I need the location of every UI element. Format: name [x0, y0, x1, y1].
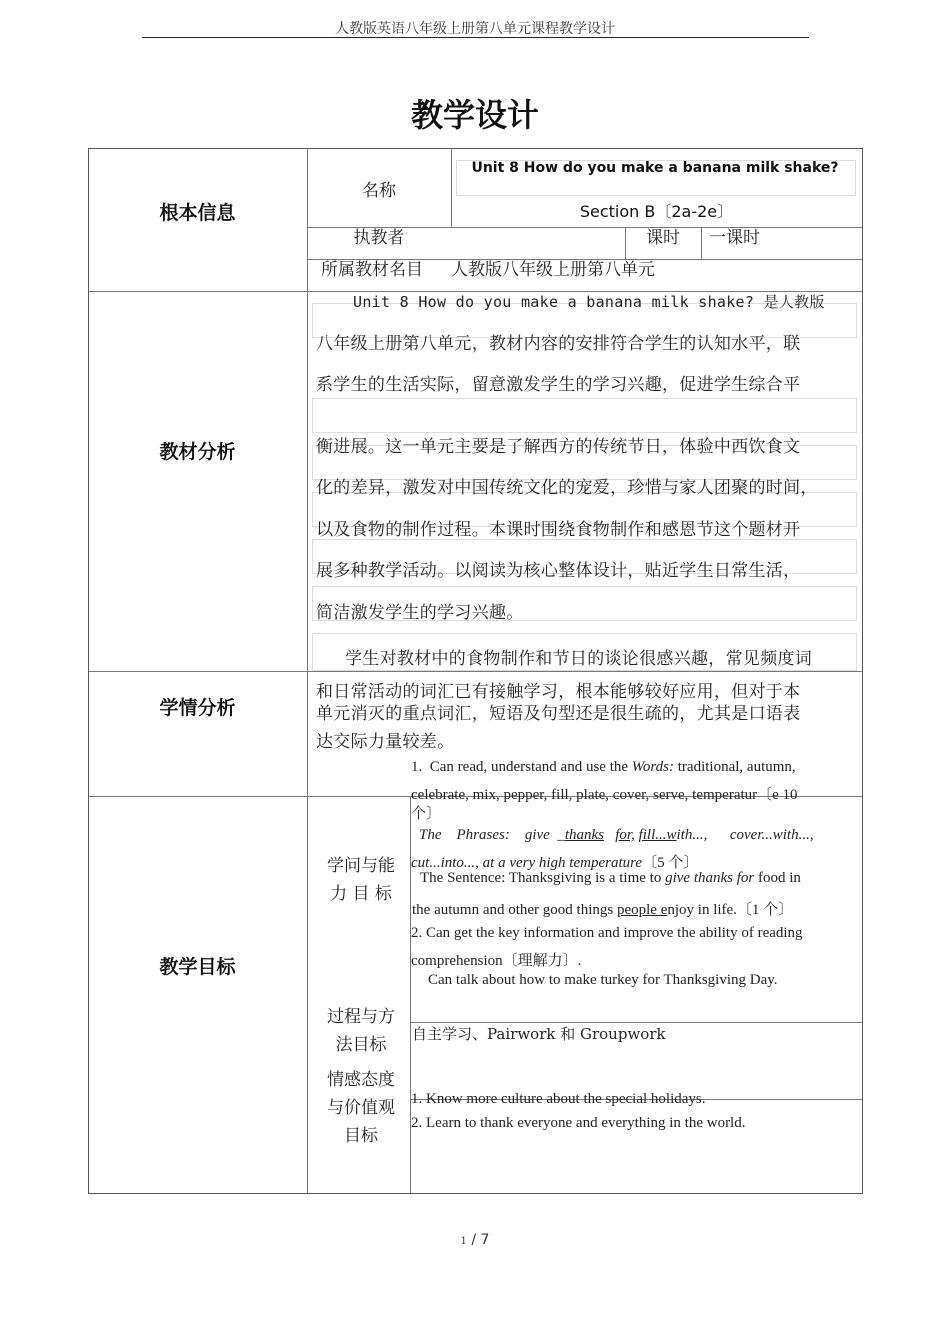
- material-line: 八年级上册第八单元，教材内容的安排符合学生的认知水平，联: [316, 333, 801, 354]
- material-line: 展多种教学活动。以阅读为核心整体设计，贴近学生日常生活，: [316, 561, 801, 581]
- course-section: Section B〔2a-2e〕: [579, 202, 734, 221]
- material-analysis-label: 教材分析: [159, 441, 236, 463]
- textbook-label: 所属教材名目: [321, 260, 423, 280]
- student-analysis-label: 学情分析: [159, 697, 236, 719]
- knowledge-goal-2-line2: comprehension〔理解力〕.: [411, 953, 582, 969]
- student-analysis-line: 和日常活动的词汇已有接触学习，根本能够较好应用，但对于本: [316, 682, 801, 702]
- teaching-goals-label: 教学目标: [159, 956, 236, 978]
- knowledge-goal-1: 1. Can read, understand and use the Words: traditional, autumn,: [411, 759, 796, 775]
- knowledge-goal-1-line2: celebrate, mix, pepper, fill, plate, cover, serve, temperatur〔e 10: [411, 787, 798, 803]
- emotion-goal-label-line: 情感态度: [327, 1070, 395, 1090]
- emotion-goal-2: 2. Learn to thank everyone and everything in the world.: [411, 1115, 746, 1131]
- material-line: 化的差异，激发对中国传统文化的宠爱，珍惜与家人团聚的时间，: [316, 478, 818, 498]
- knowledge-goal-phrases-line2: cut...into..., at a very high temperature〔5 个〕: [411, 855, 699, 871]
- textbook-value: 人教版八年级上册第八单元: [451, 260, 655, 280]
- period-label: 课时: [646, 228, 680, 248]
- basic-info-label: 根本信息: [159, 202, 236, 224]
- material-analysis-text: [316, 282, 861, 634]
- emotion-goal-label-line: 目标: [344, 1126, 378, 1146]
- process-goal-label-line: 法目标: [335, 1035, 387, 1055]
- page-title: 教学设计: [410, 96, 539, 134]
- student-analysis-line: 学生对教材中的食物制作和节日的谈论很感兴趣，常见频度词: [345, 649, 813, 669]
- student-analysis-line: 单元消灭的重点词汇，短语及句型还是很生疏的，尤其是口语表: [316, 704, 801, 724]
- material-line: Unit 8 How do you make a banana milk shake? 是人教版: [353, 293, 825, 311]
- material-line: 以及食物的制作过程。本课时围绕食物制作和感恩节这个题材开: [316, 519, 801, 540]
- material-line: 衡进展。这一单元主要是了解西方的传统节日，体验中西饮食文: [316, 436, 801, 457]
- name-label: 名称: [362, 181, 396, 201]
- period-value: 一课时: [709, 228, 760, 248]
- knowledge-goal-label: [319, 852, 403, 908]
- knowledge-goal-3: Can talk about how to make turkey for Thanksgiving Day.: [428, 972, 778, 988]
- knowledge-goal-1-line3: 个〕: [411, 806, 442, 822]
- process-goal-label: [319, 1003, 403, 1059]
- knowledge-goal-sentence: The Sentence: Thanksgiving is a time to give thanks for food in: [420, 870, 801, 886]
- teacher-label: 执教者: [353, 228, 405, 248]
- emotion-goal-1: 1. Know more culture about the special holidays.: [411, 1091, 706, 1107]
- knowledge-goal-sentence-line2: the autumn and other good things people enjoy in life.〔1 个〕: [412, 902, 794, 918]
- student-analysis-text: [316, 681, 861, 753]
- knowledge-goal-label-line: 学问与能: [327, 856, 395, 876]
- knowledge-goal-phrases: The Phrases: give _thanks for, fill...with..., cover...with...,: [419, 827, 814, 843]
- course-name: Unit 8 How do you make a banana milk shake?: [471, 160, 839, 176]
- material-line: 系学生的生活实际，留意激发学生的学习兴趣，促进学生综合平: [316, 375, 801, 395]
- process-goal-label-line: 过程与方: [327, 1007, 395, 1027]
- knowledge-goal-label-line: 力 目 标: [330, 884, 392, 904]
- header-rule: [142, 37, 809, 38]
- running-header: 人教版英语八年级上册第八单元课程教学设计: [335, 21, 615, 37]
- emotion-goal-label: [316, 1066, 406, 1150]
- emotion-goal-label-line: 与价值观: [327, 1098, 395, 1118]
- process-goal-value: 自主学习、Pairwork 和 Groupwork: [412, 1025, 666, 1043]
- knowledge-goal-2: 2. Can get the key information and improve the ability of reading: [411, 925, 803, 941]
- material-line: 简洁激发学生的学习兴趣。: [316, 602, 524, 623]
- student-analysis-line: 达交际力量较差。: [316, 732, 455, 752]
- page-number: 1 / 7: [460, 1232, 490, 1248]
